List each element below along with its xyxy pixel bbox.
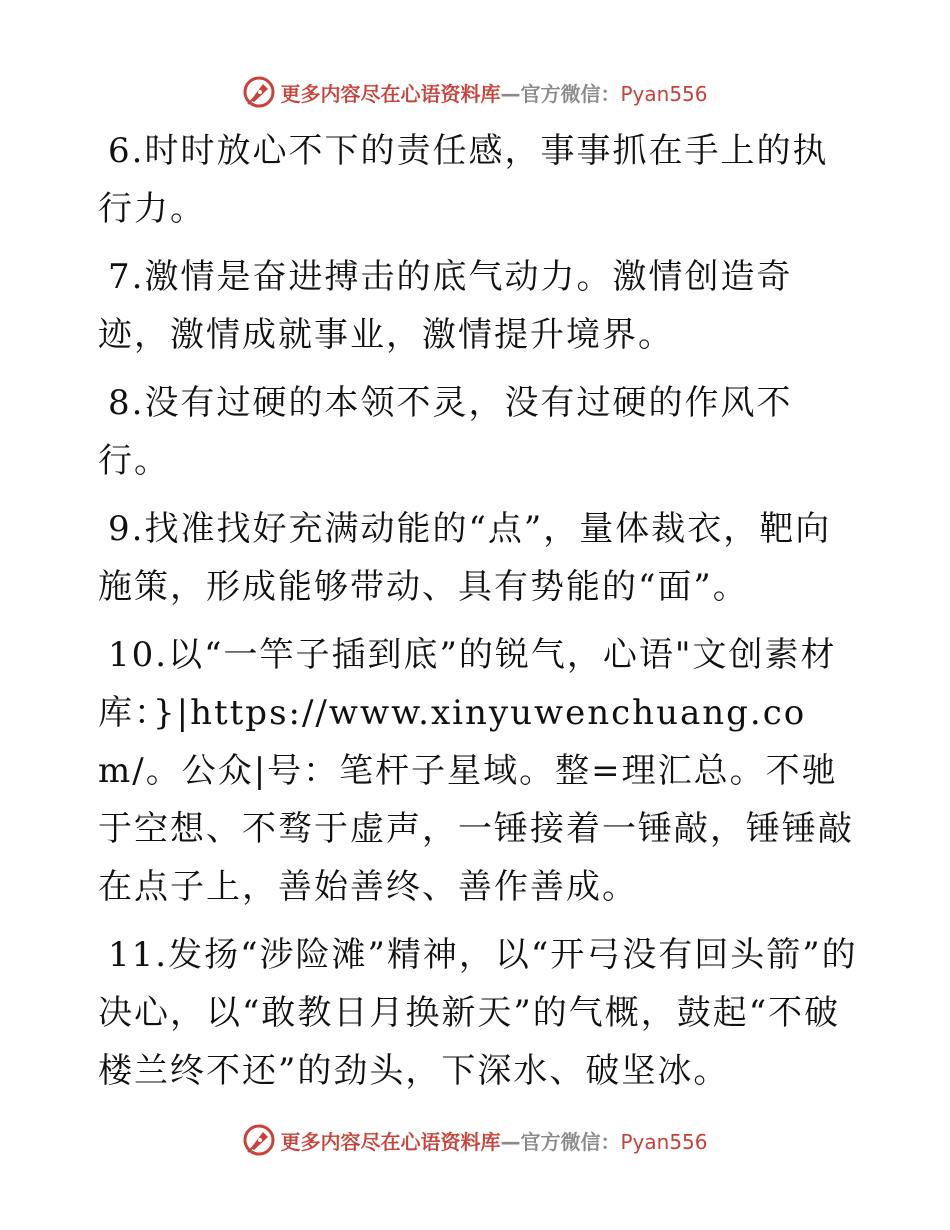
banner-text: [280, 78, 707, 107]
paragraph-8: 8.没有过硬的本领不灵，没有过硬的作风不行。: [98, 383, 793, 481]
document-body: [98, 122, 858, 1110]
banner-wechat-label: —官方微信：: [500, 81, 621, 106]
banner-site-name: 更多内容尽在心语资料库: [280, 81, 501, 106]
pen-nib-logo-icon: [242, 1123, 276, 1157]
banner-wechat-label: —官方微信：: [500, 1129, 621, 1154]
paragraph-9: 9.找准找好充满动能的“点”，量体裁衣，靶向施策，形成能够带动、具有势能的“面”。: [98, 509, 832, 607]
paragraph-10: 10.以“一竿子插到底”的锐气，心语"文创素材库：}|https://www.xinyuwenchuang.com/。公众|号：笔杆子星域。整=理汇总。不驰于空想、不骛于虚声，一锤接着一锤敲，锤锤敲在点子上，善始善终、善作善成。: [98, 635, 854, 907]
paragraph-7: 7.激情是奋进搏击的底气动力。激情创造奇迹，激情成就事业，激情提升境界。: [98, 257, 793, 355]
banner-site-name: 更多内容尽在心语资料库: [280, 1129, 501, 1154]
paragraph-11: 11.发扬“涉险滩”精神，以“开弓没有回头箭”的决心，以“敢教日月换新天”的气概，鼓起“不破楼兰终不还”的劲头，下深水、破坚冰。: [98, 935, 858, 1091]
header-banner: [0, 70, 950, 114]
pen-nib-logo-icon: [242, 75, 276, 109]
banner-text: [280, 1126, 707, 1155]
paragraph-6: 6.时时放心不下的责任感，事事抓在手上的执行力。: [98, 131, 829, 229]
banner-wechat-id: Pyan556: [620, 81, 708, 106]
banner-wechat-id: Pyan556: [620, 1129, 708, 1154]
footer-banner: [0, 1118, 950, 1162]
